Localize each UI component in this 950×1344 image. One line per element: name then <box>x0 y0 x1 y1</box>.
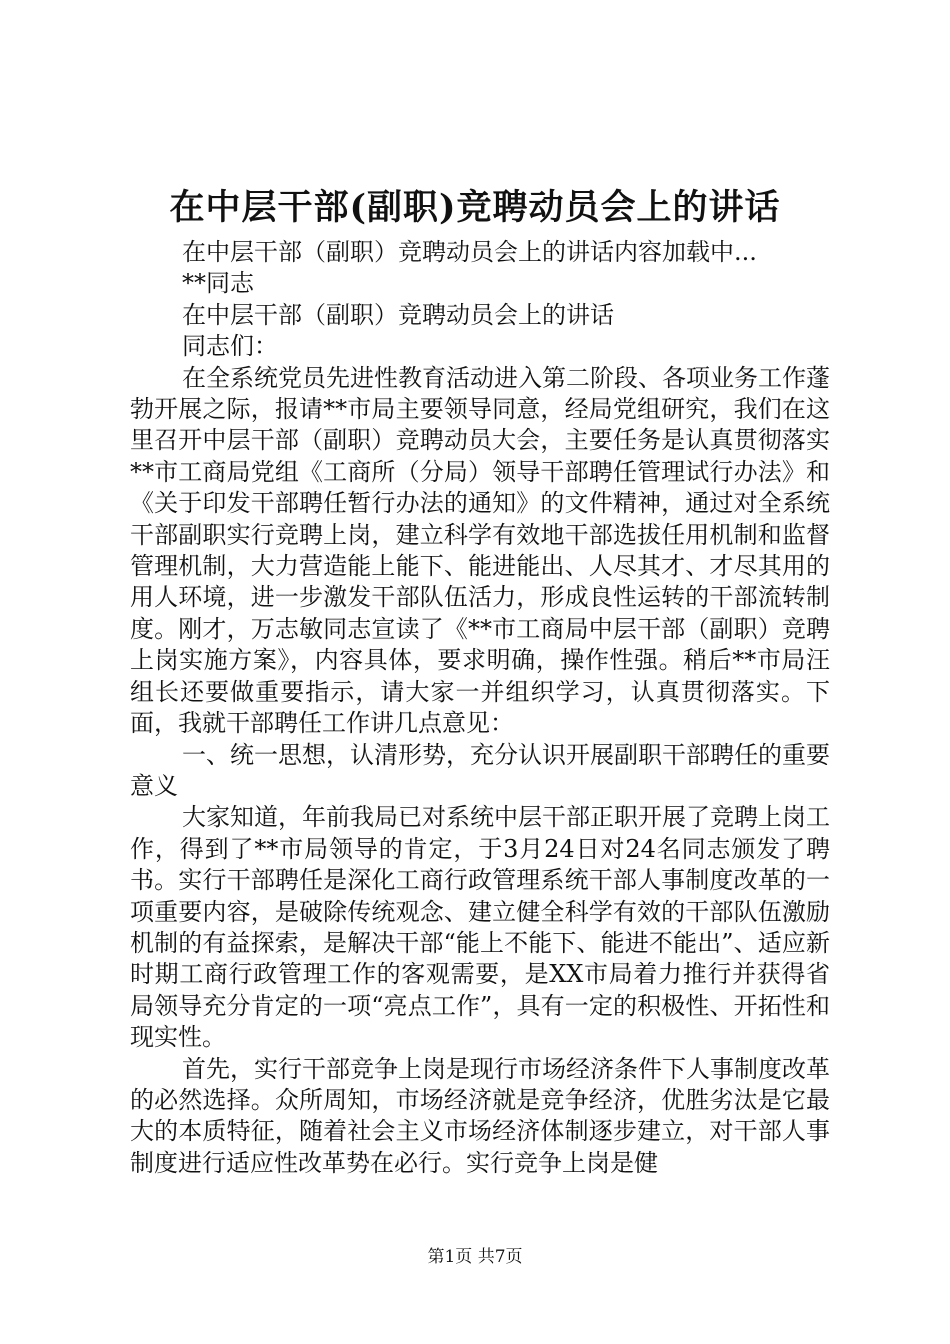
paragraph-intro: 在全系统党员先进性教育活动进入第二阶段、各项业务工作蓬勃开展之际，报请**市局主要领导同意，经局党组研究，我们在这里召开中层干部（副职）竞聘动员大会，主要任务是认真贯彻落实**市工商局党组《工商所（分局）领导干部聘任管理试行办法》和《关于印发干部聘任暂行办法的通知》的文件精神，通过对全系统干部副职实行竞聘上岗，建立科学有效地干部选拔任用机制和监督管理机制，大力营造能上能下、能进能出、人尽其才、才尽其用的用人环境，进一步激发干部队伍活力，形成良性运转的干部流转制度。刚才，万志敏同志宣读了《**市工商局中层干部（副职）竞聘上岗实施方案》，内容具体，要求明确，操作性强。稍后**市局汪组长还要做重要指示，请大家一并组织学习，认真贯彻落实。下面，我就干部聘任工作讲几点意见： <box>130 363 830 738</box>
paragraph-loading-line: 在中层干部（副职）竞聘动员会上的讲话内容加载中... <box>182 238 757 266</box>
paragraph-salutation: 同志们： <box>182 332 278 361</box>
paragraph-first-point: 首先，实行干部竞争上岗是现行市场经济条件下人事制度改革的必然选择。众所周知，市场经济就是竞争经济，优胜劣汰是它最大的本质特征，随着社会主义市场经济体制逐步建立，对干部人事制度进行适应性改革势在必行。实行竞争上岗是健 <box>130 1054 830 1177</box>
paragraph-section-heading-1: 一、统一思想，认清形势，充分认识开展副职干部聘任的重要意义 <box>130 740 830 800</box>
paragraph-subtitle: 在中层干部（副职）竞聘动员会上的讲话 <box>182 300 614 329</box>
document-title: 在中层干部(副职)竞聘动员会上的讲话 <box>169 187 781 228</box>
paragraph-author: **同志 <box>182 269 254 298</box>
document-body <box>130 237 830 1179</box>
paragraph-background: 大家知道，年前我局已对系统中层干部正职开展了竞聘上岗工作，得到了**市局领导的肯定，于3月24日对24名同志颁发了聘书。实行干部聘任是深化工商行政管理系统干部人事制度改革的一项重要内容，是破除传统观念、建立健全科学有效的干部队伍激励机制的有益探索，是解决干部“能上不能下、能进不能出”、适应新时期工商行政管理工作的客观需要，是XX市局着力推行并获得省局领导充分肯定的一项“亮点工作”，具有一定的积极性、开拓性和现实性。 <box>130 803 830 1052</box>
page-footer: 第1页 共7页 <box>427 1247 523 1267</box>
